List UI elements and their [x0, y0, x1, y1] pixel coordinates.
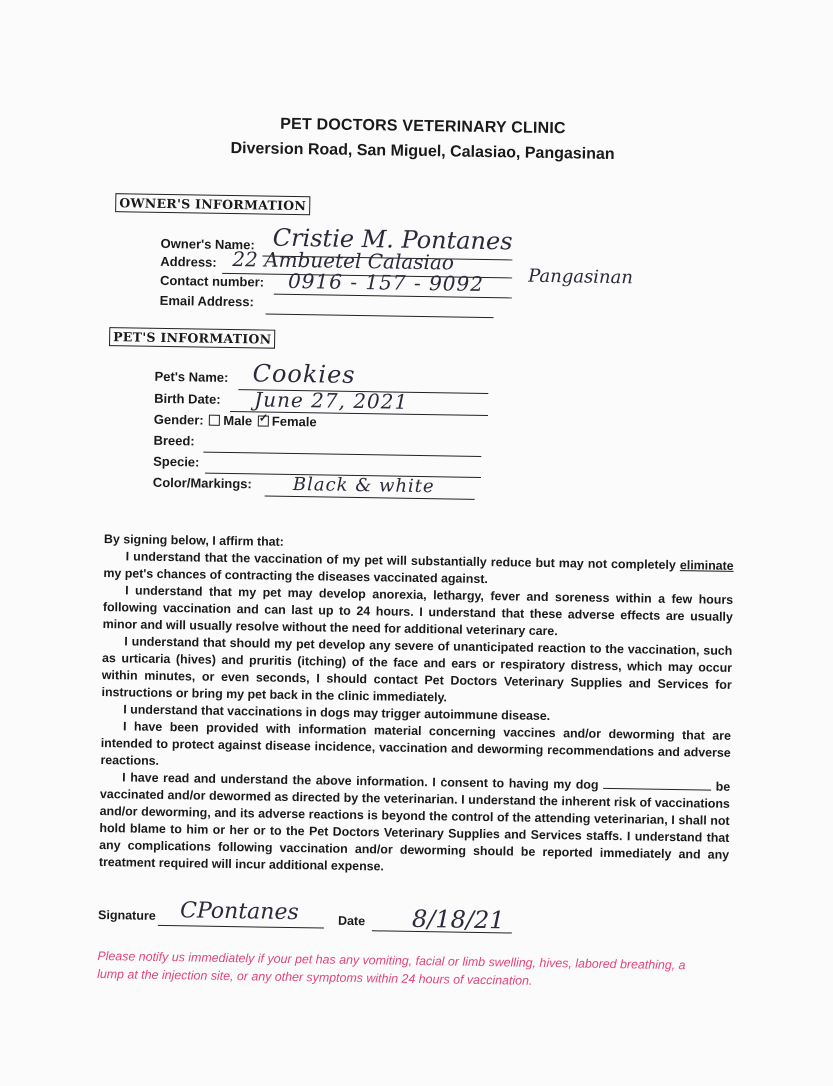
pet-section-heading: PET'S INFORMATION	[109, 327, 276, 349]
color-label: Color/Markings:	[152, 474, 252, 492]
male-checkbox[interactable]	[209, 415, 220, 426]
clinic-name: PET DOCTORS VETERINARY CLINIC	[280, 115, 566, 138]
pet-name-value: Cookies	[252, 359, 356, 389]
affirmation-p1-a: I understand that the vaccination of my pet will substantially reduce but may not completely	[125, 549, 681, 573]
affirmation-p4: I understand that vaccinations in dogs may trigger autoimmune disease.	[123, 702, 551, 724]
contact-label: Contact number:	[159, 272, 265, 290]
affirmation-p2: I understand that my pet may develop anorexia, lethargy, fever and soreness within a few hours following vaccination and can last up to 24 hours. I understand that these adverse effects are usually minor and will usually resolve without the need for additional veterinary care.	[102, 583, 734, 639]
affirmation-p3: I understand that should my pet develop any severe of unanticipated reaction to the vaccination, such as urticaria (hives) and pruritis (itching) of the face and ears or respiratory distress, which may occur within minutes, or even seconds, I should contact Pet Doctors Veterinary Supplies and Services for instructions or bring my pet back in the clinic immediately.	[101, 634, 733, 705]
breed-line	[203, 452, 481, 457]
date-value: 8/18/21	[411, 904, 505, 935]
address-extra-value: Pangasinan	[527, 265, 634, 289]
pet-name-label: Pet's Name:	[154, 368, 229, 385]
address-value: 22 Ambuetel Calasiao	[232, 247, 455, 275]
notice-text: Please notify us immediately if your pet has any vomiting, facial or limb swelling, hives, labored breathing, a lump at the injection site, or any other symptoms within 24 hours of vaccination.	[97, 948, 686, 988]
breed-label: Breed:	[153, 432, 195, 449]
affirmation-p1-b: my pet's chances of contracting the diseases vaccinated against.	[103, 566, 488, 587]
contact-value: 0916 - 157 - 9092	[287, 268, 485, 296]
signature-label: Signature	[97, 907, 156, 923]
owner-section-heading: OWNER'S INFORMATION	[115, 193, 310, 215]
affirmation-intro: By signing below, I affirm that:	[103, 532, 284, 549]
date-label: Date	[337, 913, 366, 929]
affirmation-p6-a: I have read and understand the above information. I consent to having my dog	[122, 770, 604, 792]
signature-value: CPontanes	[179, 898, 299, 926]
owner-name-label: Owner's Name:	[160, 235, 255, 253]
specie-label: Specie:	[153, 453, 200, 470]
dog-name-blank[interactable]	[603, 778, 711, 791]
male-option-label: Male	[223, 412, 253, 429]
email-label: Email Address:	[159, 292, 255, 310]
birth-date-label: Birth Date:	[154, 390, 221, 407]
affirmation-block	[99, 531, 734, 881]
affirmation-p1-underline: eliminate	[679, 558, 734, 573]
female-checkbox[interactable]	[258, 416, 269, 427]
birth-date-value: June 27, 2021	[253, 387, 409, 414]
owner-name-value: Cristie M. Pontanes	[272, 223, 513, 256]
gender-field	[154, 412, 317, 430]
affirmation-p5: I have been provided with information material concerning vaccines and/or deworming that are intended to protect against disease incidence, vaccination and deworming recommendations and adverse reactions.	[100, 719, 732, 768]
signature-line	[158, 925, 324, 929]
email-line	[266, 314, 494, 319]
address-label: Address:	[160, 253, 217, 270]
affirmation-p6-b: be vaccinated and/or dewormed as directed by the veterinarian. I understand the inherent risk of vaccinations and/or deworming, and its adverse reactions is beyond the control of the attending veterinarian, I shall not hold blame to him or her or to the Pet Doctors Veterinary Supplies and Services staffs. I understand that any complications following vaccination and/or deworming should be reported immediately and any treatment required will incur additional expense.	[98, 779, 731, 874]
color-value: Black & white	[292, 473, 435, 498]
clinic-address: Diversion Road, San Miguel, Calasiao, Pangasinan	[230, 139, 615, 164]
gender-label: Gender:	[153, 411, 204, 428]
female-option-label: Female	[271, 413, 317, 430]
affirmation-p6	[99, 769, 731, 881]
